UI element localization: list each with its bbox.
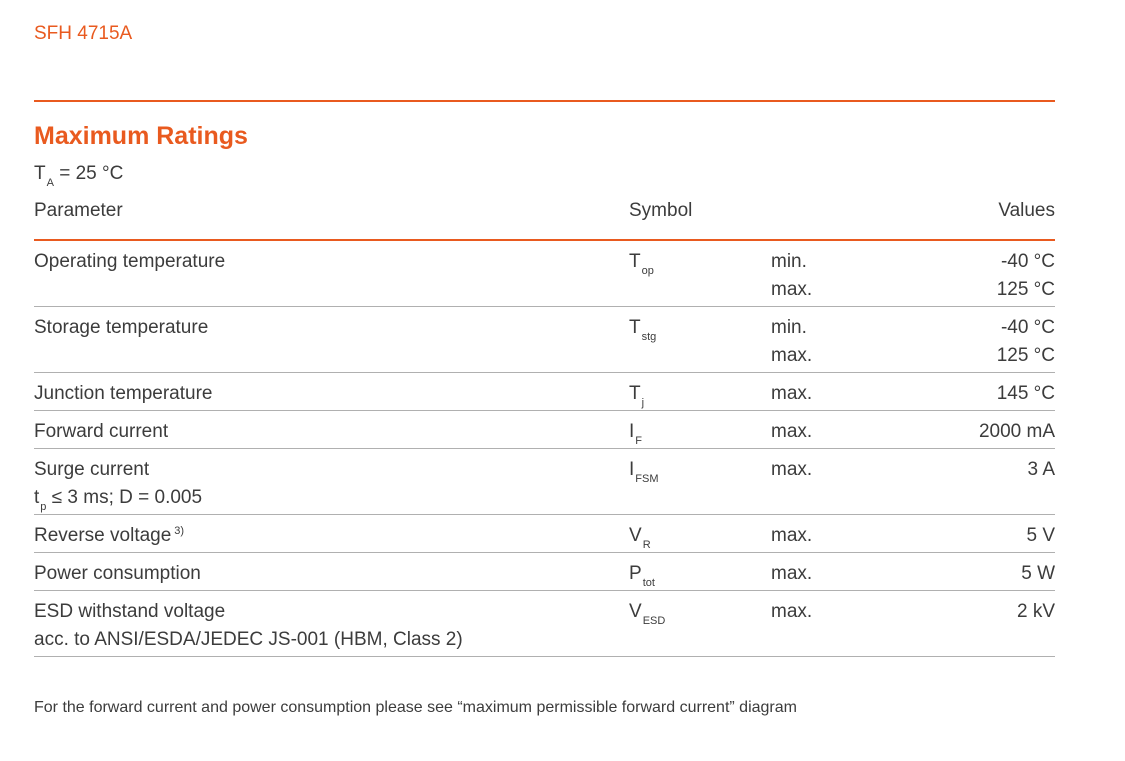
limit-cell (771, 314, 812, 370)
symbol-letter: I (629, 459, 635, 480)
value-cell (1028, 456, 1055, 484)
limit-cell (771, 522, 812, 550)
symbol-subscript: F (635, 435, 643, 447)
symbol-letter: I (629, 421, 635, 442)
parameter-cell (34, 418, 168, 446)
symbol-letter: V (629, 525, 642, 546)
parameter-cell (34, 248, 225, 276)
value-cell (1021, 560, 1055, 588)
symbol-letter: T (629, 383, 641, 404)
parameter-name: Storage temperature (34, 317, 209, 338)
parameter-name: Surge current (34, 459, 150, 480)
symbol-cell (629, 560, 655, 590)
limit-label: min. (771, 317, 807, 338)
table-row (34, 449, 1055, 515)
value-text: -40 °C (1000, 317, 1055, 338)
value-text: 125 °C (996, 345, 1055, 366)
value-cell (997, 314, 1055, 370)
symbol-cell (629, 522, 651, 552)
value-cell (979, 418, 1055, 446)
symbol-letter: T (629, 251, 641, 272)
parameter-name: Junction temperature (34, 383, 213, 404)
table-row (34, 553, 1055, 591)
column-header-values: Values (998, 200, 1055, 221)
table-row (34, 241, 1055, 307)
limit-label: max. (771, 563, 813, 584)
symbol-subscript: j (641, 397, 645, 409)
parameter-condition: acc. to ANSI/ESDA/JEDEC JS-001 (HBM, Class 2) (34, 629, 463, 650)
column-header-parameter: Parameter (34, 200, 123, 221)
limit-label: max. (771, 279, 813, 300)
table-header (34, 195, 1055, 241)
limit-label: max. (771, 421, 813, 442)
symbol-letter: P (629, 563, 642, 584)
symbol-subscript: R (642, 539, 651, 551)
parameter-cell (34, 598, 463, 654)
condition-symbol: T (34, 163, 46, 184)
parameter-name: Operating temperature (34, 251, 226, 272)
symbol-subscript: stg (641, 331, 657, 343)
parameter-name: Forward current (34, 421, 169, 442)
column-header-symbol: Symbol (629, 200, 693, 221)
ratings-table (34, 195, 1055, 657)
parameter-cell (34, 380, 213, 408)
parameter-cell (34, 522, 184, 552)
footnote-text: For the forward current and power consumption please see “maximum permissible forward current” diagram (34, 699, 797, 716)
condition-symbol: t (34, 487, 40, 508)
parameter-label: Reverse voltage (34, 525, 172, 546)
parameter-cell (34, 314, 208, 342)
value-cell (1026, 522, 1055, 550)
value-text: 5 W (1021, 563, 1055, 584)
limit-label: max. (771, 345, 813, 366)
symbol-cell (629, 380, 644, 410)
limit-cell (771, 560, 812, 588)
limit-label: max. (771, 383, 813, 404)
symbol-subscript: op (641, 265, 654, 277)
table-row (34, 591, 1055, 657)
limit-cell (771, 418, 812, 446)
symbol-cell (629, 314, 656, 344)
limit-label: max. (771, 525, 813, 546)
limit-cell (771, 456, 812, 484)
value-text: 125 °C (996, 279, 1055, 300)
value-text: 145 °C (996, 383, 1055, 404)
limit-cell (771, 380, 812, 408)
value-text: 2 kV (1016, 601, 1055, 622)
symbol-subscript: ESD (642, 615, 666, 627)
table-row (34, 515, 1055, 553)
parameter-cell (34, 456, 202, 514)
ambient-condition (34, 163, 124, 189)
value-text: -40 °C (1000, 251, 1055, 272)
symbol-subscript: FSM (635, 473, 659, 485)
condition-text: ≤ 3 ms; D = 0.005 (51, 487, 203, 508)
value-text: 2000 mA (978, 421, 1055, 442)
value-text: 5 V (1026, 525, 1055, 546)
symbol-letter: V (629, 601, 642, 622)
table-row (34, 373, 1055, 411)
parameter-name: Power consumption (34, 563, 201, 584)
limit-label: max. (771, 459, 813, 480)
footnote-reference: 3) (174, 525, 185, 537)
product-name: SFH 4715A (34, 23, 133, 44)
value-cell (1017, 598, 1055, 626)
value-text: 3 A (1027, 459, 1055, 480)
symbol-cell (629, 248, 654, 278)
limit-cell (771, 248, 812, 304)
symbol-cell (629, 598, 665, 628)
table-row (34, 411, 1055, 449)
symbol-letter: T (629, 317, 641, 338)
condition-subscript: p (40, 501, 47, 513)
table-row (34, 307, 1055, 373)
condition-text: = 25 °C (59, 163, 124, 184)
condition-subscript: A (46, 177, 54, 189)
limit-cell (771, 598, 812, 626)
value-cell (997, 380, 1055, 408)
limit-label: min. (771, 251, 807, 272)
parameter-name: ESD withstand voltage (34, 601, 226, 622)
parameter-condition (34, 484, 202, 514)
parameter-cell (34, 560, 201, 588)
value-cell (997, 248, 1055, 304)
section-title: Maximum Ratings (34, 122, 248, 150)
symbol-cell (629, 456, 659, 486)
header-divider (34, 100, 1055, 102)
symbol-subscript: tot (642, 577, 655, 589)
symbol-cell (629, 418, 642, 448)
parameter-name (34, 522, 184, 552)
limit-label: max. (771, 601, 813, 622)
